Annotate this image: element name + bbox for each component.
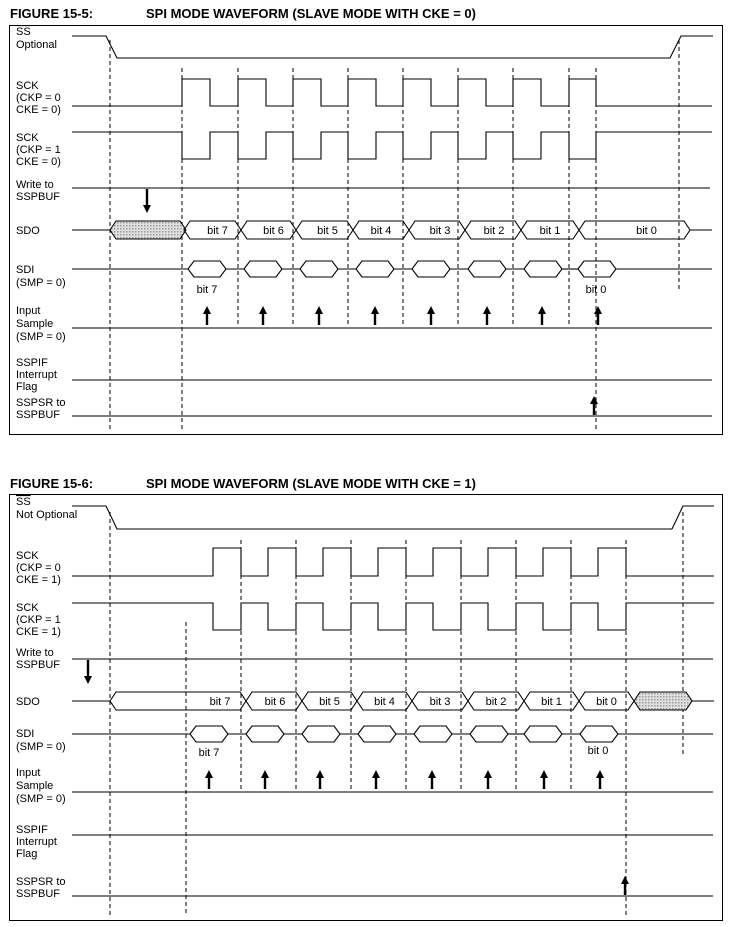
sspif-label-line: Interrupt (16, 836, 57, 848)
sdi-sample-cell (580, 726, 618, 742)
input-sample-arrow-head (315, 306, 323, 314)
sdi-sample-cell (470, 726, 508, 742)
ss-label-line: SS (16, 26, 31, 38)
sdi-sample-cell (414, 726, 452, 742)
input-label-line: (SMP = 0) (16, 793, 66, 805)
sdi-sample-cell (246, 726, 284, 742)
write-sspbuf-arrow-head (84, 676, 92, 684)
input-sample-arrow-head (594, 306, 602, 314)
sdi-sample-cell (300, 261, 338, 277)
sck0-label-line: SCK (16, 80, 39, 92)
sdo-undefined-hatch (110, 221, 186, 239)
sdo-bit-label: bit 3 (429, 696, 451, 708)
sdi-sample-cell (524, 261, 562, 277)
sdo-bit-label: bit 7 (207, 225, 228, 237)
sspif-label-line: SSPIF (16, 357, 48, 369)
sdo-bit-label: bit 2 (483, 225, 505, 237)
write-label-line: Write to (16, 647, 54, 659)
input-sample-arrow-head (484, 770, 492, 778)
sdi-sample-cell (244, 261, 282, 277)
sdo-bit-label: bit 6 (263, 225, 284, 237)
sdo-bit-label: bit 5 (319, 696, 340, 708)
sck0-label-line: CKE = 1) (16, 574, 61, 586)
input-sample-arrow-head (538, 306, 546, 314)
sdo-bit-label: bit 7 (209, 696, 231, 708)
sdi-sample-cell (578, 261, 616, 277)
sdi-label-line: SDI (16, 264, 35, 276)
input-label-line: Input (16, 305, 41, 317)
input-label-line: Input (16, 767, 41, 779)
sspsr-transfer-arrow-head (621, 876, 629, 884)
sck-ckp0-waveform (72, 79, 712, 106)
sdi-sample-cell (468, 261, 506, 277)
input-sample-arrow-head (427, 306, 435, 314)
sck1-label-line: (CKP = 1 (16, 614, 61, 626)
sdo-bit-label: bit 6 (264, 696, 286, 708)
sspsr-transfer-arrow-head (590, 396, 598, 404)
sdo-label-line: SDO (16, 225, 40, 237)
figure-15-5-number: FIGURE 15-5: (10, 6, 94, 21)
input-label-line: (SMP = 0) (16, 331, 66, 343)
sdi-label-line: (SMP = 0) (16, 741, 66, 753)
sdo-bit-label: bit 4 (374, 696, 395, 708)
sck-ckp1-waveform (72, 603, 714, 630)
sspif-label-line: SSPIF (16, 824, 48, 836)
sdo-bit-label: bit 4 (370, 225, 392, 237)
write-label-line: Write to (16, 179, 54, 191)
figure-15-6-title: SPI MODE WAVEFORM (SLAVE MODE WITH CKE = 1) (146, 476, 476, 491)
sck-ckp0-waveform (72, 548, 714, 576)
sck1-label-line: SCK (16, 602, 39, 614)
input-sample-arrow-head (205, 770, 213, 778)
sdo-undefined-hatch (634, 692, 692, 710)
input-sample-arrow-head (261, 770, 269, 778)
sspif-label-line: Interrupt (16, 369, 57, 381)
sspsr-label-line: SSPSR to (16, 397, 66, 409)
figure-15-6-number: FIGURE 15-6: (10, 476, 94, 491)
sspsr-label-line: SSPBUF (16, 888, 61, 900)
sdi-sample-cell (190, 726, 228, 742)
sdi-sample-cell (524, 726, 562, 742)
sdo-label-line: SDO (16, 696, 40, 708)
input-sample-arrow-head (203, 306, 211, 314)
sspsr-label-line: SSPBUF (16, 409, 61, 421)
ss-waveform (72, 506, 714, 529)
input-label-line: Sample (16, 780, 54, 792)
sck1-label-line: (CKP = 1 (16, 144, 61, 156)
sck0-label-line: (CKP = 0 (16, 562, 61, 574)
sdi-last-bit-label: bit 0 (585, 284, 607, 296)
input-sample-arrow-head (483, 306, 491, 314)
sdi-sample-cell (412, 261, 450, 277)
sspif-label-line: Flag (16, 848, 38, 860)
figure-15-5-title: SPI MODE WAVEFORM (SLAVE MODE WITH CKE = 0) (146, 6, 476, 21)
sdi-label-line: SDI (16, 728, 35, 740)
sck0-label-line: SCK (16, 550, 39, 562)
input-sample-arrow-head (596, 770, 604, 778)
write-sspbuf-arrow-head (143, 205, 151, 213)
sck1-label-line: CKE = 0) (16, 156, 61, 168)
sdo-bit-label: bit 0 (596, 696, 617, 708)
sdo-bit-label: bit 3 (429, 225, 451, 237)
sdi-last-bit-label: bit 0 (587, 745, 609, 757)
sdo-bit-label: bit 0 (636, 225, 657, 237)
sck1-label-line: SCK (16, 132, 39, 144)
sck0-label-line: CKE = 0) (16, 104, 61, 116)
sdi-sample-cell (188, 261, 226, 277)
sdi-sample-cell (356, 261, 394, 277)
write-label-line: SSPBUF (16, 191, 61, 203)
ss-label-line: SS (16, 496, 31, 508)
sdi-first-bit-label: bit 7 (196, 284, 218, 296)
sdi-label-line: (SMP = 0) (16, 277, 66, 289)
write-label-line: SSPBUF (16, 659, 61, 671)
input-sample-arrow-head (372, 770, 380, 778)
sspsr-label-line: SSPSR to (16, 876, 66, 888)
sdo-bit-label: bit 5 (317, 225, 338, 237)
sdo-bit-label: bit 1 (541, 696, 562, 708)
input-label-line: Sample (16, 318, 54, 330)
input-sample-arrow-head (316, 770, 324, 778)
input-sample-arrow-head (259, 306, 267, 314)
sspif-label-line: Flag (16, 381, 38, 393)
sdo-bit-label: bit 1 (539, 225, 561, 237)
input-sample-arrow-head (371, 306, 379, 314)
ss-waveform (72, 36, 713, 58)
input-sample-arrow-head (540, 770, 548, 778)
sdi-first-bit-label: bit 7 (198, 747, 220, 759)
sck0-label-line: (CKP = 0 (16, 92, 61, 104)
sdi-sample-cell (302, 726, 340, 742)
sck1-label-line: CKE = 1) (16, 626, 61, 638)
input-sample-arrow-head (428, 770, 436, 778)
sck-ckp1-waveform (72, 132, 712, 159)
ss-label-line: Not Optional (16, 509, 78, 521)
ss-label-line: Optional (16, 39, 57, 51)
sdi-sample-cell (358, 726, 396, 742)
sdo-bit-label: bit 2 (485, 696, 507, 708)
